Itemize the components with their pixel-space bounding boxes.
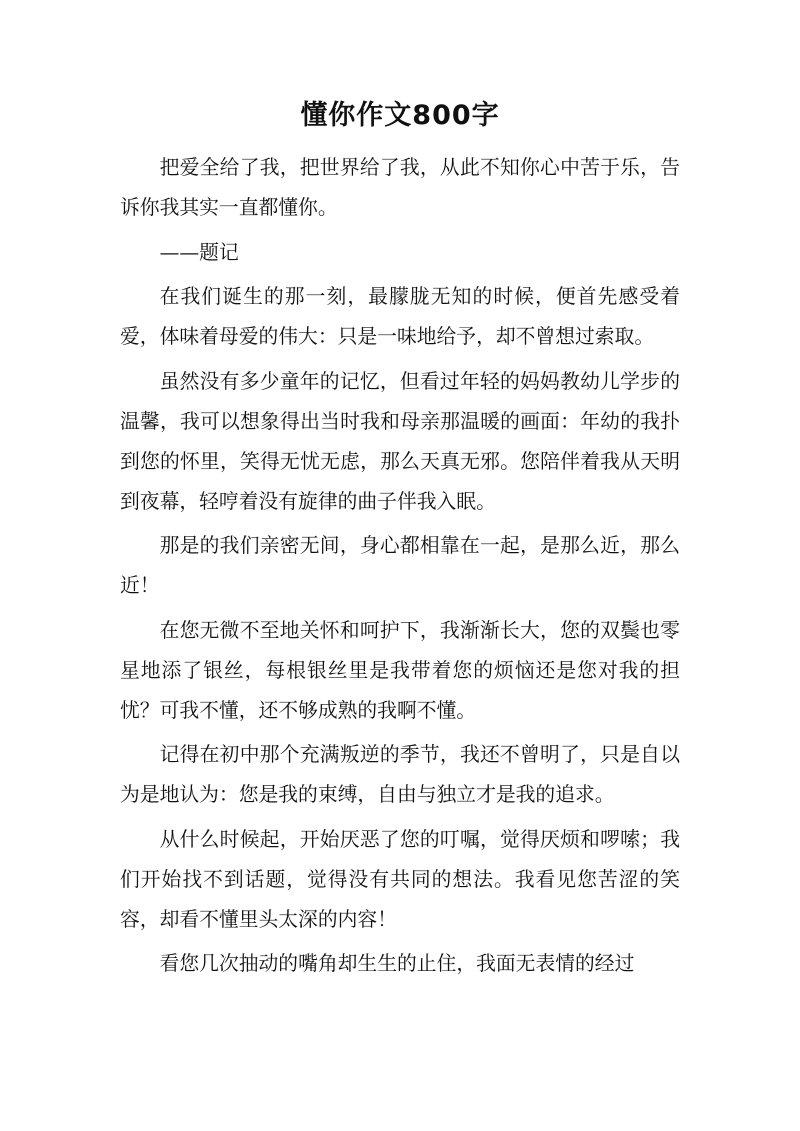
paragraph-distance: 从什么时候起，开始厌恶了您的叮嘱，觉得厌烦和啰嗦；我们开始找不到话题，觉得没有共同的想法。我看见您苦涩的笑容，却看不懂里头太深的内容！	[120, 827, 680, 931]
document-body	[120, 148, 680, 984]
paragraph-childhood: 虽然没有多少童年的记忆，但看过年轻的妈妈教幼儿学步的温馨，我可以想象得出当时我和母亲那温暖的画面：年幼的我扑到您的怀里，笑得无忧无虑，那么天真无邪。您陪伴着我从天明到夜幕，轻哼着没有旋律的曲子伴我入眠。	[120, 369, 680, 513]
paragraph-epigraph: 把爱全给了我，把世界给了我，从此不知你心中苦于乐，告诉你我其实一直都懂你。	[120, 156, 680, 219]
paragraph-growing-up: 在您无微不至地关怀和呵护下，我渐渐长大，您的双鬓也零星地添了银丝，每根银丝里是我带着您的烦恼还是您对我的担忧？可我不懂，还不够成熟的我啊不懂。	[120, 618, 680, 722]
paragraph-closing: 看您几次抽动的嘴角却生生的止住，我面无表情的经过	[159, 952, 635, 975]
paragraph-birth: 在我们诞生的那一刻，最朦胧无知的时候，便首先感受着爱，体味着母爱的伟大：只是一味地给予，却不曾想过索取。	[120, 285, 680, 348]
paragraph-epigraph-attribution: ——题记	[159, 240, 239, 264]
paragraph-closeness: 那是的我们亲密无间，身心都相靠在一起，是那么近，那么近！	[120, 534, 680, 597]
document-title: 懂你作文800字	[300, 100, 500, 131]
paragraph-rebellion: 记得在初中那个充满叛逆的季节，我还不曾明了，只是自以为是地认为：您是我的束缚，自由与独立才是我的追求。	[120, 743, 680, 806]
